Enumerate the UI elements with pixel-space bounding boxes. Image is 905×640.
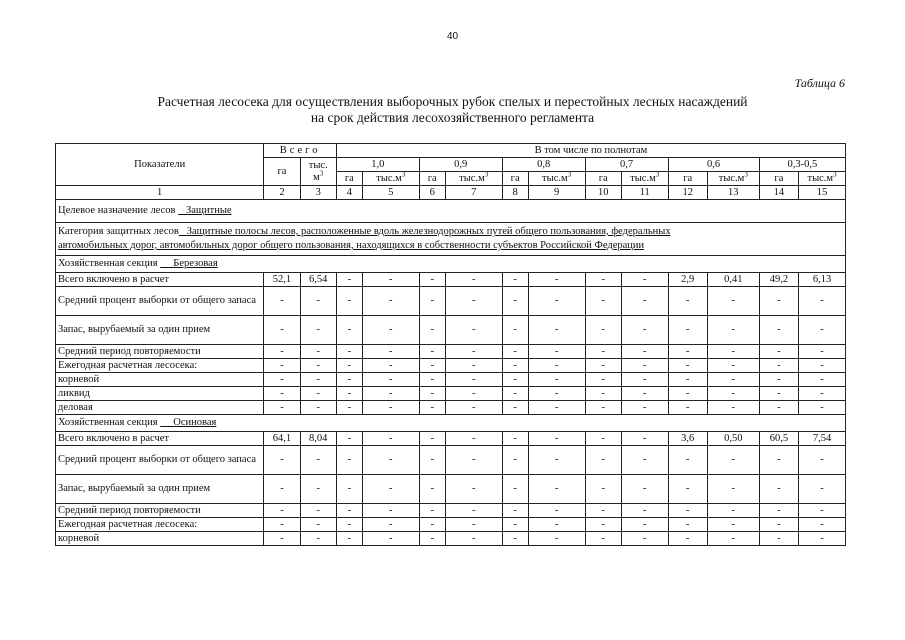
forest-purpose: Целевое назначение лесов Защитные xyxy=(56,200,846,223)
table-cell: - xyxy=(362,446,419,475)
table-cell: - xyxy=(585,287,621,316)
table-cell: - xyxy=(264,373,300,387)
table-cell: - xyxy=(362,387,419,401)
table-cell: - xyxy=(668,387,707,401)
table-cell: - xyxy=(759,504,798,518)
protective-category: Категория защитных лесов Защитные полосы лесов, расположенные вдоль железнодорожных путей общего пользования, федеральных автомобильных дорог, автомобильных дорог общего пользования, находящихся в собственности субъектов Российской Федерации xyxy=(56,223,846,256)
table-cell: - xyxy=(445,446,502,475)
header-total: Всего xyxy=(264,144,337,158)
table-cell: - xyxy=(264,446,300,475)
table-cell: - xyxy=(264,316,300,345)
table-cell: - xyxy=(445,432,502,446)
header-indicators: Показатели xyxy=(56,144,264,186)
table-cell: - xyxy=(528,373,585,387)
table-row xyxy=(56,287,846,316)
table-cell: - xyxy=(336,316,362,345)
column-number: 15 xyxy=(799,186,846,200)
table-cell: - xyxy=(759,475,798,504)
table-cell: - xyxy=(759,316,798,345)
unit-thous-m3: $тыс.м^3$ xyxy=(445,172,502,186)
density-0-3-0-5: 0,3-0,5 xyxy=(759,158,845,172)
table-cell: - xyxy=(336,401,362,415)
table-cell: - xyxy=(300,401,336,415)
unit-thous-m3: $тыс.м^3$ xyxy=(707,172,759,186)
table-title xyxy=(0,94,905,126)
column-number: 11 xyxy=(621,186,668,200)
table-cell: - xyxy=(668,446,707,475)
table-cell: - xyxy=(264,504,300,518)
unit-thous-m3: $тыс.м^3$ xyxy=(621,172,668,186)
table-row xyxy=(56,316,846,345)
table-cell: - xyxy=(502,432,528,446)
table-cell: - xyxy=(585,401,621,415)
table-cell: - xyxy=(621,401,668,415)
header-total-volume: тыс. $м^3$ xyxy=(300,158,336,186)
table-cell: - xyxy=(585,387,621,401)
table-cell: - xyxy=(264,401,300,415)
table-cell: 2,9 xyxy=(668,273,707,287)
table-row xyxy=(56,345,846,359)
density-0-9: 0,9 xyxy=(419,158,502,172)
table-cell: - xyxy=(300,446,336,475)
table-cell: - xyxy=(336,273,362,287)
density-0-6: 0,6 xyxy=(668,158,759,172)
page-number: 40 xyxy=(446,31,459,42)
table-cell: 8,04 xyxy=(300,432,336,446)
table-cell: - xyxy=(445,504,502,518)
table-cell: - xyxy=(502,273,528,287)
table-cell: - xyxy=(445,287,502,316)
table-cell: - xyxy=(707,401,759,415)
table-cell: - xyxy=(264,387,300,401)
category-row xyxy=(56,223,846,256)
table-cell: - xyxy=(707,387,759,401)
row-label: Запас, вырубаемый за один прием xyxy=(56,475,264,504)
table-cell: - xyxy=(668,316,707,345)
table-row xyxy=(56,432,846,446)
table-cell: - xyxy=(585,359,621,373)
table-cell: - xyxy=(502,532,528,546)
density-0-8: 0,8 xyxy=(502,158,585,172)
table-row xyxy=(56,373,846,387)
table-cell: - xyxy=(502,373,528,387)
header-total-ha: га xyxy=(264,158,300,186)
column-number: 7 xyxy=(445,186,502,200)
table-cell: - xyxy=(502,345,528,359)
table-row xyxy=(56,504,846,518)
row-label: корневой xyxy=(56,373,264,387)
table-cell: - xyxy=(759,532,798,546)
table-cell: - xyxy=(621,387,668,401)
table-cell: - xyxy=(707,359,759,373)
table-cell: - xyxy=(707,345,759,359)
table-cell: - xyxy=(585,504,621,518)
table-cell: - xyxy=(585,345,621,359)
row-label: корневой xyxy=(56,532,264,546)
table-cell: - xyxy=(707,518,759,532)
row-label: ликвид xyxy=(56,387,264,401)
table-cell: - xyxy=(528,432,585,446)
table-cell: - xyxy=(362,518,419,532)
table-cell: - xyxy=(799,475,846,504)
table-cell: - xyxy=(621,316,668,345)
row-label: Всего включено в расчет xyxy=(56,273,264,287)
table-cell: - xyxy=(300,287,336,316)
table-cell: - xyxy=(799,504,846,518)
table-cell: - xyxy=(668,401,707,415)
table-cell: - xyxy=(585,432,621,446)
table-cell: - xyxy=(799,532,846,546)
unit-ha: га xyxy=(668,172,707,186)
purpose-row xyxy=(56,200,846,223)
table-cell: - xyxy=(300,373,336,387)
table-cell: - xyxy=(759,401,798,415)
table-cell: - xyxy=(419,475,445,504)
section-header-row xyxy=(56,256,846,273)
table-row xyxy=(56,273,846,287)
table-row xyxy=(56,518,846,532)
row-label: Всего включено в расчет xyxy=(56,432,264,446)
table-cell: - xyxy=(419,373,445,387)
table-cell: - xyxy=(621,359,668,373)
table-cell: - xyxy=(707,287,759,316)
section-title: Хозяйственная секция Осиновая xyxy=(56,415,846,432)
table-cell: - xyxy=(668,518,707,532)
table-cell: - xyxy=(300,359,336,373)
table-cell: - xyxy=(585,446,621,475)
table-cell: - xyxy=(621,518,668,532)
table-cell: - xyxy=(707,504,759,518)
table-cell: - xyxy=(707,373,759,387)
table-cell: 64,1 xyxy=(264,432,300,446)
table-label: Таблица 6 xyxy=(794,76,845,90)
table-cell: - xyxy=(362,475,419,504)
table-cell: - xyxy=(621,273,668,287)
table-cell: - xyxy=(362,532,419,546)
table-cell: - xyxy=(336,373,362,387)
row-label: Средний процент выборки от общего запаса xyxy=(56,446,264,475)
table-cell: - xyxy=(759,359,798,373)
table-cell: - xyxy=(799,373,846,387)
table-cell: - xyxy=(362,432,419,446)
table-cell: 6,54 xyxy=(300,273,336,287)
table-cell: - xyxy=(300,504,336,518)
table-cell: - xyxy=(621,345,668,359)
table-cell: 0,50 xyxy=(707,432,759,446)
table-cell: 6,13 xyxy=(799,273,846,287)
table-cell: - xyxy=(362,373,419,387)
table-cell: - xyxy=(585,273,621,287)
table-cell: - xyxy=(300,475,336,504)
table-cell: - xyxy=(799,359,846,373)
table-cell: - xyxy=(528,345,585,359)
table-cell: - xyxy=(585,475,621,504)
table-cell: - xyxy=(621,504,668,518)
table-cell: - xyxy=(621,446,668,475)
table-cell: 7,54 xyxy=(799,432,846,446)
table-cell: - xyxy=(445,532,502,546)
table-cell: - xyxy=(759,287,798,316)
table-cell: - xyxy=(668,345,707,359)
unit-ha: га xyxy=(419,172,445,186)
table-cell: - xyxy=(362,401,419,415)
density-1-0: 1,0 xyxy=(336,158,419,172)
table-cell: - xyxy=(336,446,362,475)
table-cell: - xyxy=(362,273,419,287)
table-cell: - xyxy=(502,475,528,504)
column-number: 4 xyxy=(336,186,362,200)
table-cell: - xyxy=(300,518,336,532)
title-line-2: на срок действия лесохозяйственного регламента xyxy=(310,110,595,125)
table-cell: 49,2 xyxy=(759,273,798,287)
table-cell: - xyxy=(759,446,798,475)
table-cell: - xyxy=(528,475,585,504)
column-number: 12 xyxy=(668,186,707,200)
table-cell: - xyxy=(300,532,336,546)
table-cell: - xyxy=(502,387,528,401)
table-cell: - xyxy=(799,518,846,532)
table-cell: - xyxy=(300,316,336,345)
table-cell: - xyxy=(528,401,585,415)
table-cell: - xyxy=(528,359,585,373)
title-line-1: Расчетная лесосека для осуществления выборочных рубок спелых и перестойных лесных насаждений xyxy=(157,94,748,109)
table-cell: - xyxy=(336,475,362,504)
column-number: 5 xyxy=(362,186,419,200)
table-cell: - xyxy=(621,287,668,316)
table-cell: - xyxy=(419,273,445,287)
table-cell: - xyxy=(445,273,502,287)
section-header-row xyxy=(56,415,846,432)
table-cell: - xyxy=(668,532,707,546)
table-row xyxy=(56,359,846,373)
table-cell: - xyxy=(799,345,846,359)
table-cell: - xyxy=(419,401,445,415)
unit-ha: га xyxy=(336,172,362,186)
table-row xyxy=(56,387,846,401)
table-cell: - xyxy=(528,273,585,287)
table-cell: - xyxy=(707,532,759,546)
column-number: 8 xyxy=(502,186,528,200)
table-cell: - xyxy=(445,518,502,532)
table-cell: - xyxy=(445,359,502,373)
table-cell: - xyxy=(419,518,445,532)
table-cell: 0,41 xyxy=(707,273,759,287)
table-cell: - xyxy=(445,475,502,504)
table-row xyxy=(56,446,846,475)
table-cell: - xyxy=(585,316,621,345)
table-cell: - xyxy=(621,475,668,504)
table-cell: - xyxy=(585,373,621,387)
column-number: 10 xyxy=(585,186,621,200)
column-number: 2 xyxy=(264,186,300,200)
table-cell: - xyxy=(336,532,362,546)
table-cell: - xyxy=(264,518,300,532)
unit-thous-m3: $тыс.м^3$ xyxy=(528,172,585,186)
table-row xyxy=(56,401,846,415)
table-cell: - xyxy=(445,401,502,415)
table-cell: - xyxy=(362,287,419,316)
table-cell: - xyxy=(621,373,668,387)
row-label: Ежегодная расчетная лесосека: xyxy=(56,359,264,373)
table-row xyxy=(56,532,846,546)
table-cell: - xyxy=(264,345,300,359)
table-cell: - xyxy=(707,316,759,345)
table-cell: - xyxy=(336,518,362,532)
table-cell: - xyxy=(668,504,707,518)
row-label: Ежегодная расчетная лесосека: xyxy=(56,518,264,532)
table-row xyxy=(56,475,846,504)
column-number: 13 xyxy=(707,186,759,200)
table-cell: - xyxy=(502,287,528,316)
header-including: В том числе по полнотам xyxy=(336,144,845,158)
row-label: деловая xyxy=(56,401,264,415)
column-number: 9 xyxy=(528,186,585,200)
table-cell: - xyxy=(621,532,668,546)
column-number: 6 xyxy=(419,186,445,200)
row-label: Средний процент выборки от общего запаса xyxy=(56,287,264,316)
table-cell: - xyxy=(336,345,362,359)
table-cell: - xyxy=(419,359,445,373)
table-cell: - xyxy=(528,504,585,518)
unit-thous-m3: $тыс.м^3$ xyxy=(799,172,846,186)
section-title: Хозяйственная секция Березовая xyxy=(56,256,846,273)
table-cell: - xyxy=(336,287,362,316)
table-cell: 52,1 xyxy=(264,273,300,287)
table-cell: - xyxy=(668,359,707,373)
table-cell: - xyxy=(621,432,668,446)
row-label: Средний период повторяемости xyxy=(56,345,264,359)
table-cell: - xyxy=(445,387,502,401)
column-numbers-row xyxy=(56,186,846,200)
table-cell: - xyxy=(362,359,419,373)
unit-ha: га xyxy=(585,172,621,186)
table-cell: - xyxy=(300,387,336,401)
table-cell: - xyxy=(336,359,362,373)
table-cell: - xyxy=(668,287,707,316)
table-cell: - xyxy=(502,518,528,532)
table-cell: - xyxy=(502,401,528,415)
table-cell: - xyxy=(419,345,445,359)
table-cell: - xyxy=(264,359,300,373)
table-cell: - xyxy=(585,518,621,532)
table-cell: - xyxy=(336,387,362,401)
table-cell: - xyxy=(799,287,846,316)
table-cell: - xyxy=(419,287,445,316)
table-cell: - xyxy=(502,446,528,475)
table-cell: - xyxy=(502,316,528,345)
unit-ha: га xyxy=(759,172,798,186)
table-cell: - xyxy=(707,446,759,475)
row-label: Запас, вырубаемый за один прием xyxy=(56,316,264,345)
table-cell: - xyxy=(336,504,362,518)
column-number: 1 xyxy=(56,186,264,200)
table-cell: - xyxy=(759,518,798,532)
column-number: 3 xyxy=(300,186,336,200)
table-cell: - xyxy=(264,475,300,504)
table-cell: - xyxy=(264,287,300,316)
allowable-cut-table xyxy=(55,143,846,546)
table-cell: - xyxy=(419,532,445,546)
table-cell: - xyxy=(419,387,445,401)
table-cell: 60,5 xyxy=(759,432,798,446)
unit-ha: га xyxy=(502,172,528,186)
header-row-1 xyxy=(56,144,846,158)
table-cell: - xyxy=(336,432,362,446)
table-cell: - xyxy=(668,373,707,387)
table-cell: - xyxy=(799,446,846,475)
table-cell: - xyxy=(300,345,336,359)
unit-thous-m3: $тыс.м^3$ xyxy=(362,172,419,186)
table-cell: - xyxy=(264,532,300,546)
table-cell: - xyxy=(799,401,846,415)
table-cell: - xyxy=(668,475,707,504)
table-cell: - xyxy=(419,432,445,446)
table-cell: - xyxy=(419,446,445,475)
table-cell: - xyxy=(759,345,798,359)
table-cell: - xyxy=(707,475,759,504)
table-cell: - xyxy=(362,316,419,345)
table-cell: - xyxy=(759,387,798,401)
column-number: 14 xyxy=(759,186,798,200)
table-cell: 3,6 xyxy=(668,432,707,446)
table-cell: - xyxy=(445,373,502,387)
table-cell: - xyxy=(799,316,846,345)
table-cell: - xyxy=(502,359,528,373)
table-cell: - xyxy=(502,504,528,518)
table-cell: - xyxy=(445,345,502,359)
row-label: Средний период повторяемости xyxy=(56,504,264,518)
density-0-7: 0,7 xyxy=(585,158,668,172)
table-cell: - xyxy=(528,518,585,532)
table-cell: - xyxy=(585,532,621,546)
table-cell: - xyxy=(528,532,585,546)
table-cell: - xyxy=(419,504,445,518)
table-cell: - xyxy=(419,316,445,345)
table-cell: - xyxy=(528,316,585,345)
table-cell: - xyxy=(528,387,585,401)
table-cell: - xyxy=(362,345,419,359)
table-cell: - xyxy=(759,373,798,387)
table-cell: - xyxy=(528,287,585,316)
table-cell: - xyxy=(799,387,846,401)
table-cell: - xyxy=(528,446,585,475)
table-cell: - xyxy=(445,316,502,345)
table-cell: - xyxy=(362,504,419,518)
